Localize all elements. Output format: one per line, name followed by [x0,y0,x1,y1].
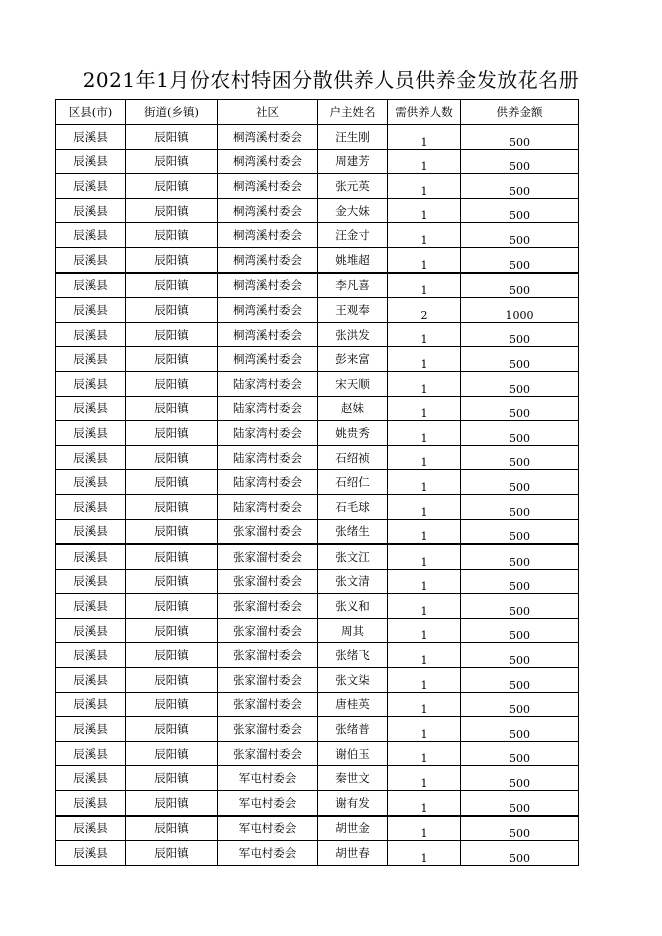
cell-dependents: 1 [388,841,461,866]
cell-community: 张家溜村委会 [218,569,318,594]
cell-householder: 胡世金 [318,816,388,841]
cell-district: 辰溪县 [56,247,126,272]
cell-community: 陆家湾村委会 [218,445,318,470]
table-row [56,149,579,174]
cell-street: 辰阳镇 [126,125,218,150]
cell-dependents: 1 [388,791,461,816]
cell-community: 桐湾溪村委会 [218,298,318,323]
cell-dependents: 1 [388,347,461,372]
cell-street: 辰阳镇 [126,273,218,298]
cell-street: 辰阳镇 [126,544,218,569]
cell-district: 辰溪县 [56,741,126,766]
cell-district: 辰溪县 [56,569,126,594]
cell-householder: 汪生刚 [318,125,388,150]
table-row [56,791,579,816]
cell-district: 辰溪县 [56,174,126,199]
cell-community: 陆家湾村委会 [218,371,318,396]
cell-district: 辰溪县 [56,791,126,816]
cell-street: 辰阳镇 [126,741,218,766]
cell-householder: 彭来富 [318,347,388,372]
cell-community: 军屯村委会 [218,816,318,841]
cell-dependents: 1 [388,668,461,693]
cell-amount: 500 [461,519,579,544]
cell-amount: 500 [461,223,579,248]
cell-householder: 张绪生 [318,519,388,544]
cell-amount: 500 [461,347,579,372]
cell-district: 辰溪县 [56,618,126,643]
table-row [56,371,579,396]
cell-amount: 500 [461,791,579,816]
roster-table [55,99,579,866]
cell-householder: 张文清 [318,569,388,594]
cell-district: 辰溪县 [56,692,126,717]
cell-amount: 500 [461,198,579,223]
table-row [56,717,579,742]
cell-community: 桐湾溪村委会 [218,322,318,347]
cell-dependents: 1 [388,717,461,742]
cell-amount: 500 [461,421,579,446]
cell-dependents: 1 [388,273,461,298]
table-row [56,445,579,470]
cell-householder: 秦世文 [318,766,388,791]
cell-householder: 石绍祯 [318,445,388,470]
cell-amount: 500 [461,544,579,569]
cell-street: 辰阳镇 [126,717,218,742]
cell-householder: 唐桂英 [318,692,388,717]
cell-dependents: 1 [388,766,461,791]
cell-community: 军屯村委会 [218,766,318,791]
cell-street: 辰阳镇 [126,247,218,272]
cell-street: 辰阳镇 [126,569,218,594]
cell-householder: 周建芳 [318,149,388,174]
cell-district: 辰溪县 [56,322,126,347]
cell-community: 张家溜村委会 [218,519,318,544]
cell-householder: 张绪普 [318,717,388,742]
cell-community: 陆家湾村委会 [218,421,318,446]
cell-dependents: 1 [388,371,461,396]
cell-amount: 500 [461,371,579,396]
cell-amount: 1000 [461,298,579,323]
cell-dependents: 1 [388,174,461,199]
cell-community: 陆家湾村委会 [218,494,318,519]
cell-district: 辰溪县 [56,816,126,841]
cell-amount: 500 [461,741,579,766]
cell-amount: 500 [461,174,579,199]
cell-dependents: 1 [388,470,461,495]
table-row [56,494,579,519]
cell-street: 辰阳镇 [126,618,218,643]
cell-amount: 500 [461,247,579,272]
cell-amount: 500 [461,692,579,717]
table-body [56,125,579,866]
cell-householder: 王观奉 [318,298,388,323]
table-row [56,247,579,272]
cell-street: 辰阳镇 [126,692,218,717]
table-row [56,322,579,347]
table-row [56,766,579,791]
table-row [56,125,579,150]
cell-district: 辰溪县 [56,371,126,396]
cell-district: 辰溪县 [56,298,126,323]
cell-street: 辰阳镇 [126,643,218,668]
cell-district: 辰溪县 [56,668,126,693]
cell-householder: 张绪飞 [318,643,388,668]
cell-community: 张家溜村委会 [218,668,318,693]
column-header-district: 区县(市) [56,100,126,125]
cell-community: 张家溜村委会 [218,643,318,668]
table-row [56,816,579,841]
cell-householder: 石毛球 [318,494,388,519]
cell-householder: 谢伯玉 [318,741,388,766]
cell-householder: 姚贵秀 [318,421,388,446]
cell-householder: 张元英 [318,174,388,199]
cell-community: 张家溜村委会 [218,717,318,742]
page-title: 2021年1月份农村特困分散供养人员供养金发放花名册 [82,68,580,92]
cell-community: 桐湾溪村委会 [218,198,318,223]
table-row [56,470,579,495]
cell-district: 辰溪县 [56,470,126,495]
cell-amount: 500 [461,643,579,668]
cell-dependents: 1 [388,816,461,841]
cell-district: 辰溪县 [56,445,126,470]
table-row [56,298,579,323]
table-row [56,174,579,199]
cell-amount: 500 [461,841,579,866]
cell-community: 张家溜村委会 [218,594,318,619]
cell-dependents: 1 [388,322,461,347]
cell-district: 辰溪县 [56,421,126,446]
cell-dependents: 1 [388,149,461,174]
cell-dependents: 1 [388,643,461,668]
table-row [56,223,579,248]
cell-street: 辰阳镇 [126,470,218,495]
cell-dependents: 1 [388,247,461,272]
cell-amount: 500 [461,816,579,841]
cell-district: 辰溪县 [56,717,126,742]
cell-street: 辰阳镇 [126,396,218,421]
table-row [56,519,579,544]
cell-community: 桐湾溪村委会 [218,223,318,248]
cell-amount: 500 [461,594,579,619]
cell-community: 桐湾溪村委会 [218,347,318,372]
cell-community: 张家溜村委会 [218,618,318,643]
table-row [56,569,579,594]
cell-community: 张家溜村委会 [218,544,318,569]
cell-street: 辰阳镇 [126,494,218,519]
cell-amount: 500 [461,717,579,742]
cell-district: 辰溪县 [56,643,126,668]
cell-householder: 金大妹 [318,198,388,223]
cell-householder: 赵妹 [318,396,388,421]
cell-dependents: 1 [388,223,461,248]
cell-dependents: 1 [388,519,461,544]
cell-amount: 500 [461,470,579,495]
cell-dependents: 1 [388,692,461,717]
cell-householder: 姚堆超 [318,247,388,272]
cell-dependents: 1 [388,594,461,619]
column-header-street: 街道(乡镇) [126,100,218,125]
cell-street: 辰阳镇 [126,519,218,544]
cell-amount: 500 [461,322,579,347]
cell-community: 陆家湾村委会 [218,470,318,495]
cell-community: 军屯村委会 [218,791,318,816]
cell-district: 辰溪县 [56,125,126,150]
cell-community: 陆家湾村委会 [218,396,318,421]
cell-amount: 500 [461,445,579,470]
cell-community: 桐湾溪村委会 [218,149,318,174]
cell-street: 辰阳镇 [126,371,218,396]
cell-dependents: 1 [388,544,461,569]
cell-dependents: 1 [388,494,461,519]
cell-amount: 500 [461,569,579,594]
cell-dependents: 1 [388,198,461,223]
cell-community: 张家溜村委会 [218,741,318,766]
cell-householder: 李凡喜 [318,273,388,298]
cell-householder: 张文江 [318,544,388,569]
cell-amount: 500 [461,125,579,150]
cell-street: 辰阳镇 [126,149,218,174]
cell-dependents: 2 [388,298,461,323]
cell-amount: 500 [461,149,579,174]
cell-district: 辰溪县 [56,396,126,421]
cell-district: 辰溪县 [56,273,126,298]
cell-householder: 谢有发 [318,791,388,816]
table-row [56,692,579,717]
cell-dependents: 1 [388,445,461,470]
cell-street: 辰阳镇 [126,816,218,841]
cell-dependents: 1 [388,618,461,643]
cell-district: 辰溪县 [56,544,126,569]
table-row [56,618,579,643]
cell-district: 辰溪县 [56,223,126,248]
cell-street: 辰阳镇 [126,668,218,693]
cell-community: 张家溜村委会 [218,692,318,717]
cell-dependents: 1 [388,741,461,766]
cell-street: 辰阳镇 [126,791,218,816]
cell-district: 辰溪县 [56,519,126,544]
table-row [56,544,579,569]
column-header-householder: 户主姓名 [318,100,388,125]
cell-street: 辰阳镇 [126,421,218,446]
cell-community: 桐湾溪村委会 [218,247,318,272]
cell-street: 辰阳镇 [126,841,218,866]
cell-amount: 500 [461,396,579,421]
cell-householder: 宋天顺 [318,371,388,396]
cell-householder: 胡世春 [318,841,388,866]
column-header-amount: 供养金额 [461,100,579,125]
cell-dependents: 1 [388,396,461,421]
table-row [56,594,579,619]
cell-street: 辰阳镇 [126,198,218,223]
cell-street: 辰阳镇 [126,223,218,248]
cell-householder: 石绍仁 [318,470,388,495]
table-row [56,421,579,446]
table-row [56,198,579,223]
cell-amount: 500 [461,494,579,519]
cell-district: 辰溪县 [56,766,126,791]
cell-dependents: 1 [388,421,461,446]
cell-amount: 500 [461,618,579,643]
table-row [56,841,579,866]
cell-community: 桐湾溪村委会 [218,125,318,150]
cell-amount: 500 [461,766,579,791]
cell-street: 辰阳镇 [126,766,218,791]
table-row [56,396,579,421]
cell-street: 辰阳镇 [126,347,218,372]
cell-community: 桐湾溪村委会 [218,174,318,199]
cell-amount: 500 [461,668,579,693]
cell-dependents: 1 [388,125,461,150]
cell-district: 辰溪县 [56,494,126,519]
cell-householder: 张洪发 [318,322,388,347]
cell-street: 辰阳镇 [126,322,218,347]
cell-householder: 张义和 [318,594,388,619]
table-row [56,273,579,298]
cell-community: 桐湾溪村委会 [218,273,318,298]
cell-street: 辰阳镇 [126,445,218,470]
cell-street: 辰阳镇 [126,594,218,619]
cell-street: 辰阳镇 [126,298,218,323]
cell-district: 辰溪县 [56,594,126,619]
table-header-row [56,100,579,125]
cell-district: 辰溪县 [56,841,126,866]
table-row [56,668,579,693]
column-header-community: 社区 [218,100,318,125]
cell-district: 辰溪县 [56,149,126,174]
table-row [56,347,579,372]
cell-street: 辰阳镇 [126,174,218,199]
cell-community: 军屯村委会 [218,841,318,866]
cell-dependents: 1 [388,569,461,594]
column-header-dependents: 需供养人数 [388,100,461,125]
cell-amount: 500 [461,273,579,298]
table-row [56,643,579,668]
cell-district: 辰溪县 [56,198,126,223]
table-row [56,741,579,766]
cell-district: 辰溪县 [56,347,126,372]
cell-householder: 汪金寸 [318,223,388,248]
cell-householder: 张文柒 [318,668,388,693]
cell-householder: 周其 [318,618,388,643]
